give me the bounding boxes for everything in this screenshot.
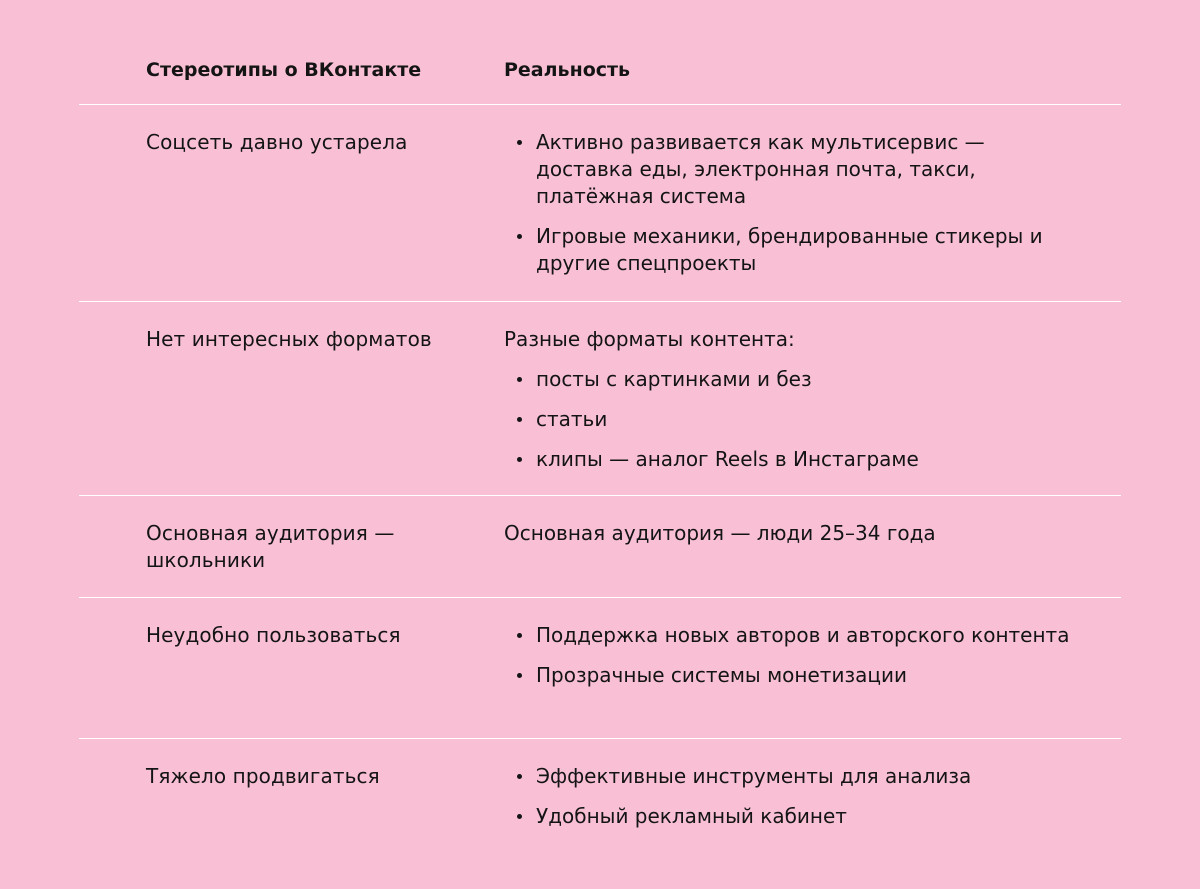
stereotype-cell: Тяжело продвигаться — [146, 764, 380, 788]
reality-cell — [504, 496, 1121, 597]
list-item: Удобный рекламный кабинет — [504, 803, 1081, 830]
reality-list — [504, 622, 1081, 689]
list-item: Прозрачные системы монетизации — [504, 662, 1081, 689]
table-row — [79, 598, 1121, 739]
reality-list — [504, 763, 1081, 830]
stereotype-cell: Основная аудитория — школьники — [146, 521, 395, 572]
reality-list — [504, 129, 1081, 277]
table-row — [79, 105, 1121, 302]
reality-intro: Основная аудитория — люди 25–34 года — [504, 521, 936, 545]
stereotype-cell: Неудобно пользоваться — [146, 623, 401, 647]
table-row — [79, 739, 1121, 889]
list-item: Эффективные инструменты для анализа — [504, 763, 1081, 790]
list-item: посты с картинками и без — [504, 366, 1081, 393]
reality-cell — [504, 302, 1121, 495]
header-stereotypes: Стереотипы о ВКонтакте — [146, 59, 422, 81]
table-row — [79, 496, 1121, 598]
list-item: Поддержка новых авторов и авторского контента — [504, 622, 1081, 649]
reality-intro: Разные форматы контента: — [504, 327, 795, 351]
reality-cell — [504, 739, 1121, 889]
header-reality: Реальность — [504, 59, 631, 81]
table-row — [79, 302, 1121, 496]
comparison-table — [79, 36, 1121, 889]
stereotype-cell: Соцсеть давно устарела — [146, 130, 408, 154]
list-item: Активно развивается как мультисервис — доставка еды, электронная почта, такси, платёжная система — [504, 129, 1081, 210]
list-item: статьи — [504, 406, 1081, 433]
table-header-row — [79, 36, 1121, 105]
stereotype-cell: Нет интересных форматов — [146, 327, 432, 351]
reality-list — [504, 366, 1081, 473]
reality-cell — [504, 105, 1121, 301]
list-item: клипы — аналог Reels в Инстаграме — [504, 446, 1081, 473]
reality-cell — [504, 598, 1121, 738]
list-item: Игровые механики, брендированные стикеры и другие спецпроекты — [504, 223, 1081, 277]
